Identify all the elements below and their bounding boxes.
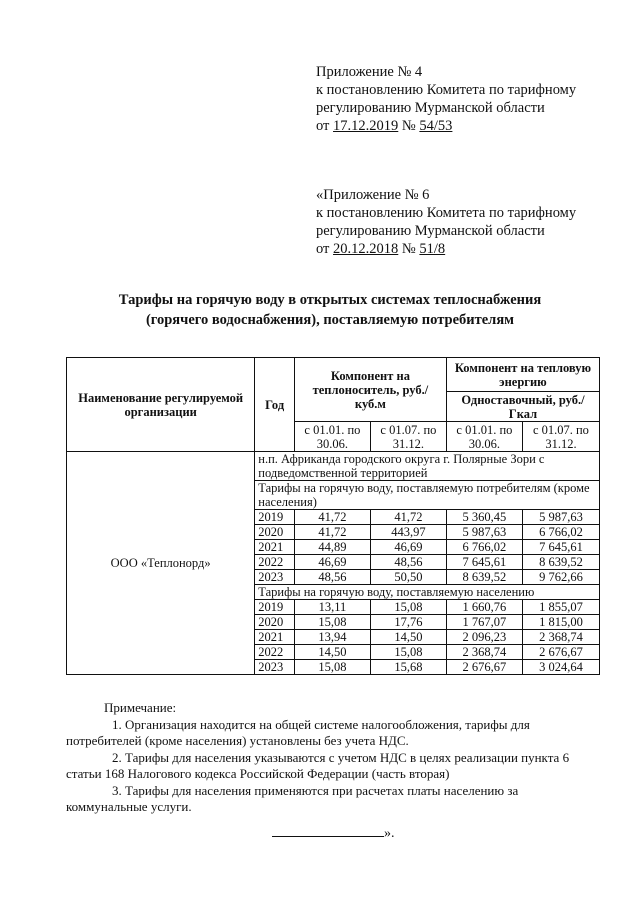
year-cell: 2021 bbox=[255, 630, 295, 645]
energy-header: Компонент на тепловую энергию bbox=[446, 358, 599, 392]
value-cell: 1 855,07 bbox=[522, 600, 599, 615]
value-cell: 2 676,67 bbox=[522, 645, 599, 660]
value-cell: 48,56 bbox=[294, 570, 370, 585]
value-cell: 6 766,02 bbox=[446, 540, 522, 555]
year-cell: 2019 bbox=[255, 510, 295, 525]
note-1-line-1: 1. Организация находится на общей системе налогообложения, тарифы для bbox=[112, 716, 530, 732]
value-cell: 2 096,23 bbox=[446, 630, 522, 645]
year-header: Год bbox=[255, 358, 295, 452]
value-cell: 7 645,61 bbox=[446, 555, 522, 570]
value-cell: 46,69 bbox=[294, 555, 370, 570]
appendix-date-line bbox=[316, 117, 576, 135]
org-name: ООО «Теплонорд» bbox=[67, 452, 255, 675]
period-header: с 01.07. по 31.12. bbox=[370, 422, 446, 452]
value-cell: 17,76 bbox=[370, 615, 446, 630]
value-cell: 5 987,63 bbox=[522, 510, 599, 525]
closing-quote: ». bbox=[384, 826, 395, 841]
value-cell: 15,08 bbox=[294, 615, 370, 630]
year-cell: 2021 bbox=[255, 540, 295, 555]
value-cell: 2 368,74 bbox=[446, 645, 522, 660]
value-cell: 7 645,61 bbox=[522, 540, 599, 555]
value-cell: 3 024,64 bbox=[522, 660, 599, 675]
value-cell: 2 368,74 bbox=[522, 630, 599, 645]
note-3-line-2: коммунальные услуги. bbox=[66, 799, 192, 814]
value-cell: 2 676,67 bbox=[446, 660, 522, 675]
appendix-6-header bbox=[316, 186, 576, 258]
value-cell: 6 766,02 bbox=[522, 525, 599, 540]
value-cell: 41,72 bbox=[370, 510, 446, 525]
value-cell: 13,94 bbox=[294, 630, 370, 645]
appendix-line: к постановлению Комитета по тарифному bbox=[316, 205, 577, 221]
year-cell: 2020 bbox=[255, 525, 295, 540]
year-cell: 2020 bbox=[255, 615, 295, 630]
carrier-header: Компонент на теплоноситель, руб./куб.м bbox=[294, 358, 446, 422]
value-cell: 15,68 bbox=[370, 660, 446, 675]
value-cell: 50,50 bbox=[370, 570, 446, 585]
value-cell: 5 360,45 bbox=[446, 510, 522, 525]
value-cell: 46,69 bbox=[370, 540, 446, 555]
date-prefix: от bbox=[316, 241, 334, 257]
org-header: Наименование регулируемой организации bbox=[67, 358, 255, 452]
signature-line bbox=[272, 826, 384, 837]
value-cell: 1 815,00 bbox=[522, 615, 599, 630]
value-cell: 1 767,07 bbox=[446, 615, 522, 630]
period-header: с 01.01. по 30.06. bbox=[446, 422, 522, 452]
period-header: с 01.07. по 31.12. bbox=[522, 422, 599, 452]
value-cell: 8 639,52 bbox=[446, 570, 522, 585]
title-line-1: Тарифы на горячую воду в открытых системах теплоснабжения bbox=[118, 292, 542, 308]
year-cell: 2022 bbox=[255, 555, 295, 570]
value-cell: 15,08 bbox=[370, 600, 446, 615]
value-cell: 14,50 bbox=[370, 630, 446, 645]
locality-row: н.п. Африканда городского округа г. Полярные Зори с подведомственной территорией bbox=[255, 452, 600, 481]
appendix-date: 17.12.2019 bbox=[333, 118, 399, 134]
appendix-line: к постановлению Комитета по тарифному bbox=[316, 82, 577, 98]
value-cell: 13,11 bbox=[294, 600, 370, 615]
appendix-4-header bbox=[316, 63, 576, 135]
document-title bbox=[40, 290, 620, 330]
value-cell: 443,97 bbox=[370, 525, 446, 540]
value-cell: 41,72 bbox=[294, 525, 370, 540]
year-cell: 2022 bbox=[255, 645, 295, 660]
appendix-date: 20.12.2018 bbox=[333, 241, 399, 257]
value-cell: 15,08 bbox=[370, 645, 446, 660]
value-cell: 8 639,52 bbox=[522, 555, 599, 570]
value-cell: 44,89 bbox=[294, 540, 370, 555]
appendix-title: «Приложение № 6 bbox=[316, 187, 430, 203]
note-2-line-1: 2. Тарифы для населения указываются с учетом НДС в целях реализации пункта 6 bbox=[112, 749, 570, 765]
appendix-title: Приложение № 4 bbox=[316, 64, 423, 80]
year-cell: 2023 bbox=[255, 570, 295, 585]
tariff-table bbox=[66, 357, 600, 675]
year-cell: 2019 bbox=[255, 600, 295, 615]
year-cell: 2023 bbox=[255, 660, 295, 675]
title-line-2: (горячего водоснабжения), поставляемую потребителям bbox=[145, 312, 515, 328]
number-sign: № bbox=[398, 118, 420, 134]
appendix-date-line bbox=[316, 240, 576, 258]
value-cell: 9 762,66 bbox=[522, 570, 599, 585]
appendix-line: регулированию Мурманской области bbox=[316, 100, 545, 116]
date-prefix: от bbox=[316, 118, 334, 134]
notes-heading: Примечание: bbox=[104, 700, 177, 715]
note-3-line-1: 3. Тарифы для населения применяются при расчетах платы населению за bbox=[112, 782, 519, 798]
value-cell: 48,56 bbox=[370, 555, 446, 570]
section-header: Тарифы на горячую воду, поставляемую населению bbox=[255, 585, 600, 600]
notes-section bbox=[66, 700, 600, 816]
closing-mark bbox=[272, 826, 395, 842]
value-cell: 1 660,76 bbox=[446, 600, 522, 615]
value-cell: 41,72 bbox=[294, 510, 370, 525]
section-header: Тарифы на горячую воду, поставляемую потребителям (кроме населения) bbox=[255, 481, 600, 510]
value-cell: 15,08 bbox=[294, 660, 370, 675]
value-cell: 14,50 bbox=[294, 645, 370, 660]
appendix-number: 51/8 bbox=[419, 241, 446, 257]
number-sign: № bbox=[398, 241, 420, 257]
single-rate-header: Одноставочный, руб./Гкал bbox=[446, 392, 599, 422]
value-cell: 5 987,63 bbox=[446, 525, 522, 540]
note-2-line-2: статьи 168 Налогового кодекса Российской Федерации (часть вторая) bbox=[66, 766, 450, 781]
period-header: с 01.01. по 30.06. bbox=[294, 422, 370, 452]
appendix-line: регулированию Мурманской области bbox=[316, 223, 545, 239]
note-1-line-2: потребителей (кроме населения) установлены без учета НДС. bbox=[66, 733, 409, 748]
appendix-number: 54/53 bbox=[419, 118, 453, 134]
